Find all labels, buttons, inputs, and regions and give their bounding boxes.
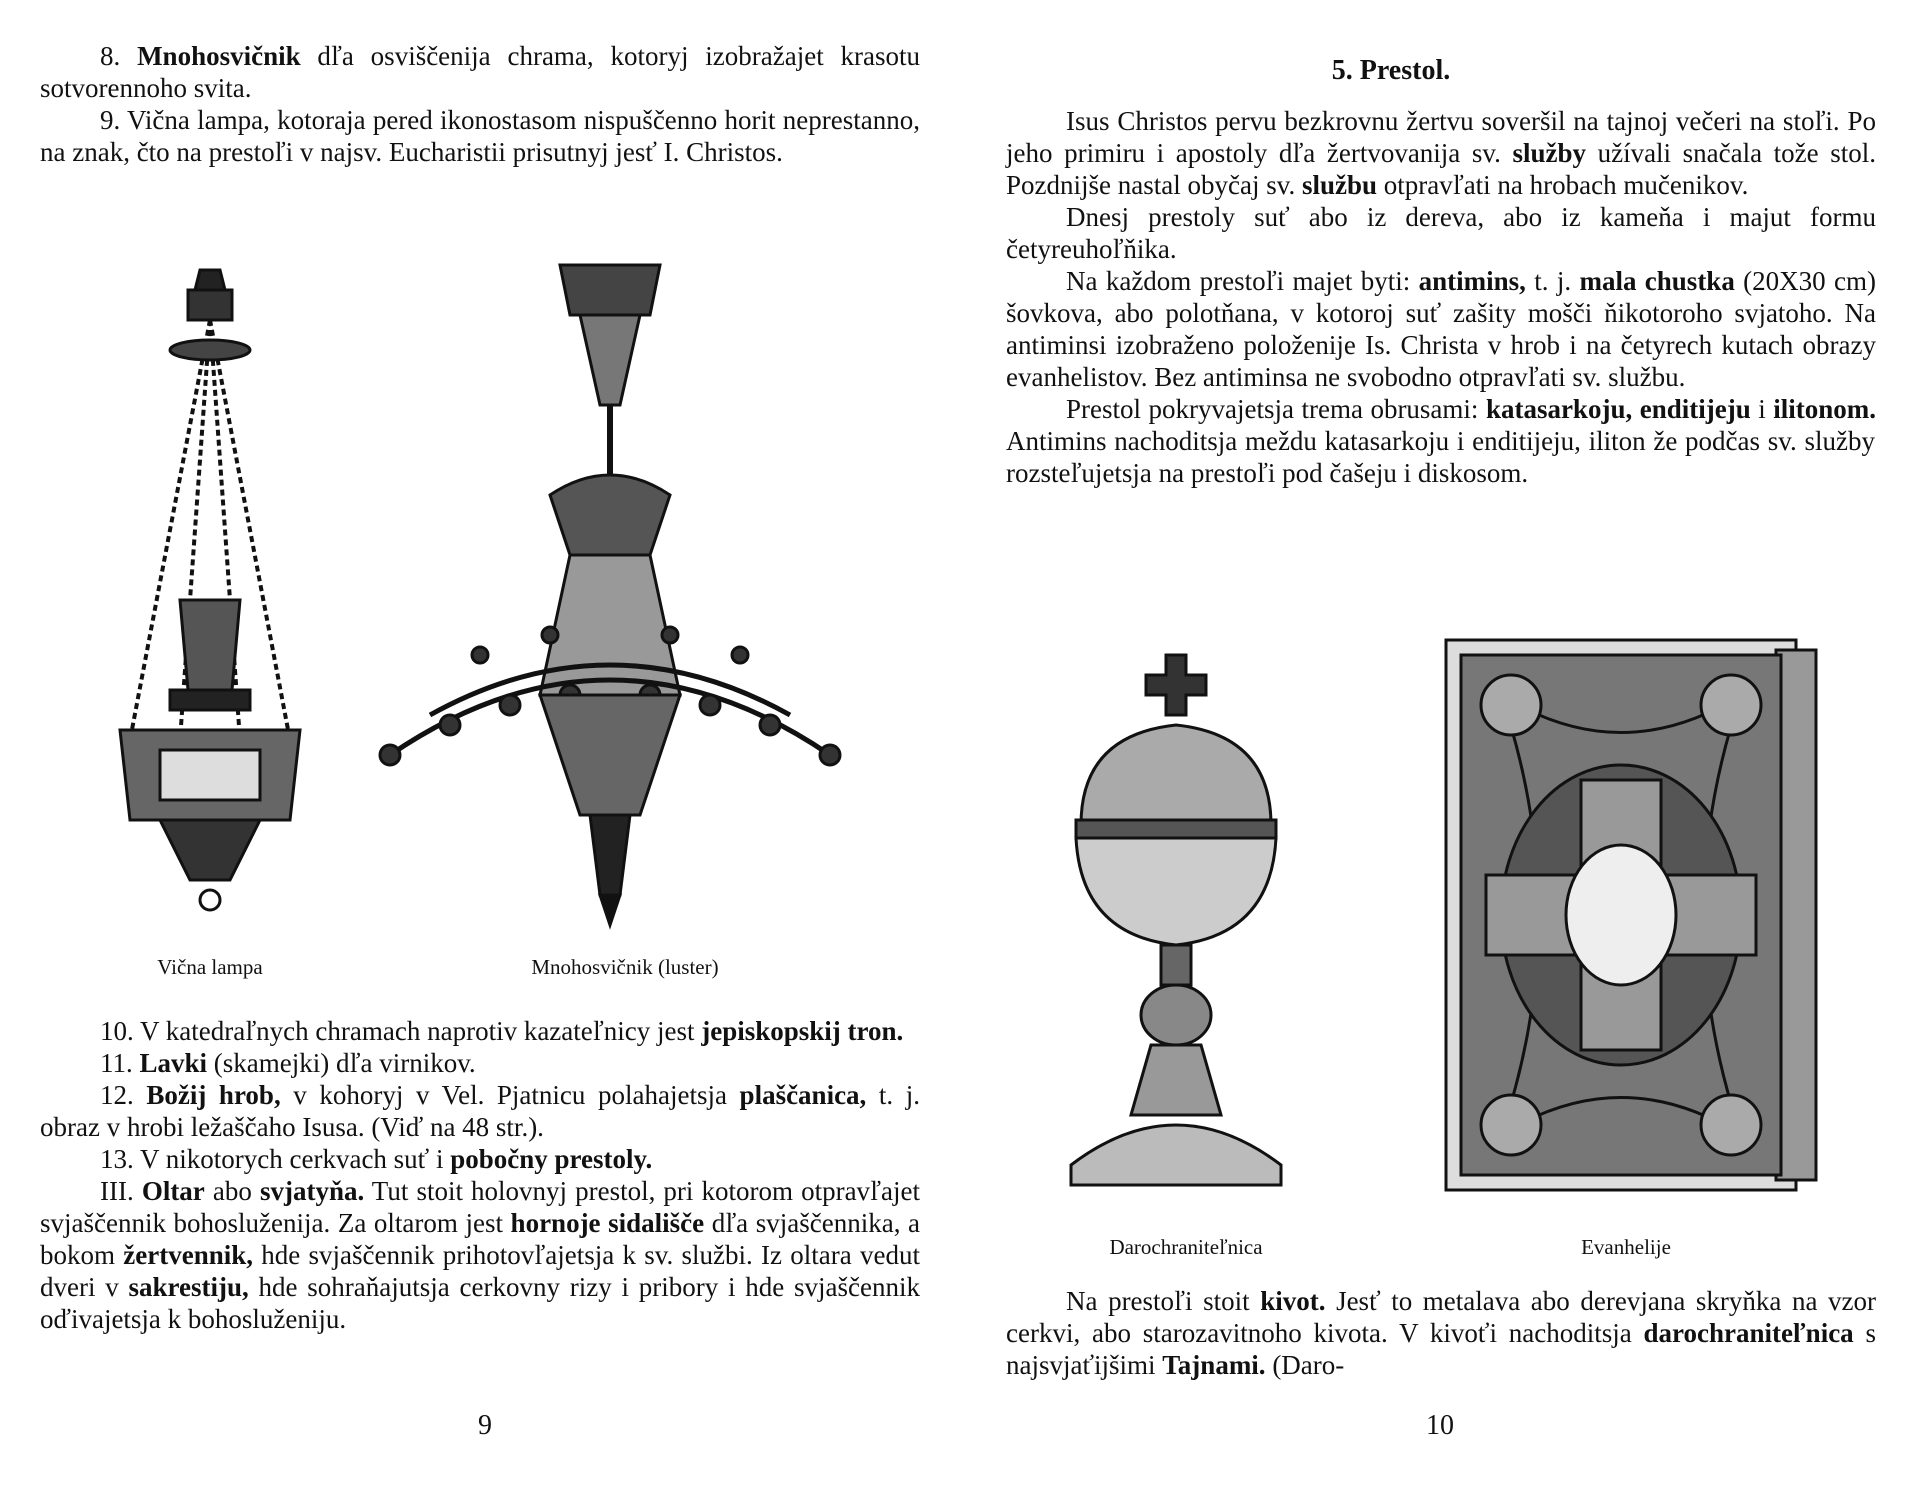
- paragraph-8: 8. Mnohosvičnik dľa osviščenija chrama, kotoryj izobražajet krasotu sotvorennoho svita.: [40, 41, 920, 103]
- section-heading-prestol: 5. Prestol.: [1331, 55, 1451, 86]
- page-number-right: 10: [1426, 1410, 1454, 1441]
- paragraph-iii-oltar: III. Oltar abo svjatyňa. Tut stoit holovnyj prestol, pri kotorom otpravľajet svjaščennik bohosluženija. Za oltarom jest hornoje sidališče dľa svjaščennika, a bokom žertvennik, hde svjaščennik prihotovľajetsja k sv. službi. Iz oltara vedut dveri v sakrestiju, hde sohraňajutsja cerkovny rizy i pribory i hde svjaščennik oďivajetsja k bohosluženiju.: [40, 1176, 921, 1334]
- page-number-left: 9: [478, 1410, 492, 1441]
- caption-eternal-lamp: Vična lampa: [157, 955, 263, 979]
- ciborium-illustration: [1051, 645, 1301, 1205]
- left-top-text: [40, 40, 920, 168]
- paragraph-obrusy: Prestol pokryvajetsja trema obrusami: katasarkoju, enditijeju i ilitonom. Antimins nachoditsja meždu katasarkoju i enditijeju, iliton že podčas sv. služby rozsteľujetsja na prestoľi pod čašeju i diskosom.: [1006, 394, 1876, 488]
- left-bottom-text: [40, 1015, 920, 1335]
- paragraph-13: 13. V nikotorych cerkvach suť i pobočny prestoly.: [100, 1144, 653, 1174]
- paragraph-antimins: Na každom prestoľi majet byti: antimins, t. j. mala chustka (20X30 cm) šovkova, abo polotňana, v kotoroj suť zašity mošči ňikotoroho svjatoho. Na antiminsi izobraženo položenije Is. Christa v hrob i na četyrech kutach obrazy evanhelistov. Bez antiminsa ne svobodno otpravľati sv. službu.: [1006, 266, 1876, 392]
- right-bottom-text: [1006, 1285, 1876, 1381]
- caption-chandelier: Mnohosvičnik (luster): [531, 955, 719, 979]
- right-page: [956, 0, 1912, 1500]
- right-top-text: [1006, 105, 1876, 489]
- paragraph-kivot: Na prestoľi stoit kivot. Jesť to metalava abo derevjana skryňka na vzor cerkvi, abo starozavitnoho kivota. V kivoťi nachoditsja darochraniteľnica s najsvjaťijšimi Tajnami. (Daro-: [1006, 1286, 1876, 1380]
- paragraph-12: 12. Božij hrob, v kohoryj v Vel. Pjatnicu polahajetsja plaščanica, t. j. obraz v hrobi ležaščaho Isusa. (Viď na 48 str.).: [40, 1080, 921, 1142]
- eternal-lamp-illustration: [100, 260, 320, 920]
- paragraph-isus-christos: Isus Christos pervu bezkrovnu žertvu soveršil na tajnoj večeri na stoľi. Po jeho primiru i apostoly dľa žertvovanija sv. služby užívali snačala tože stol. Pozdnijše nastal obyčaj sv. službu otpravľati na hrobach mučenikov.: [1006, 106, 1876, 200]
- paragraph-11: 11. Lavki (skamejki) dľa virnikov.: [100, 1048, 476, 1078]
- paragraph-10: 10. V katedraľnych chramach naprotiv kazateľnicy jest jepiskopskij tron.: [100, 1016, 904, 1046]
- gospel-book-illustration: [1436, 630, 1836, 1210]
- paragraph-9: 9. Vična lampa, kotoraja pered ikonostasom nispuščenno horit neprestanno, na znak, čto na prestoľi v najsv. Eucharistii prisutnyj jesť I. Christos.: [40, 105, 920, 167]
- chandelier-illustration: [350, 255, 870, 935]
- paragraph-dnesj: Dnesj prestoly suť abo iz dereva, abo iz kameňa i majut formu četyreuhoľňika.: [1006, 202, 1876, 264]
- term-mnohosvicnik: Mnohosvičnik: [137, 41, 301, 71]
- caption-ciborium: Darochraniteľnica: [1109, 1235, 1263, 1259]
- caption-gospel: Evanhelije: [1581, 1235, 1671, 1259]
